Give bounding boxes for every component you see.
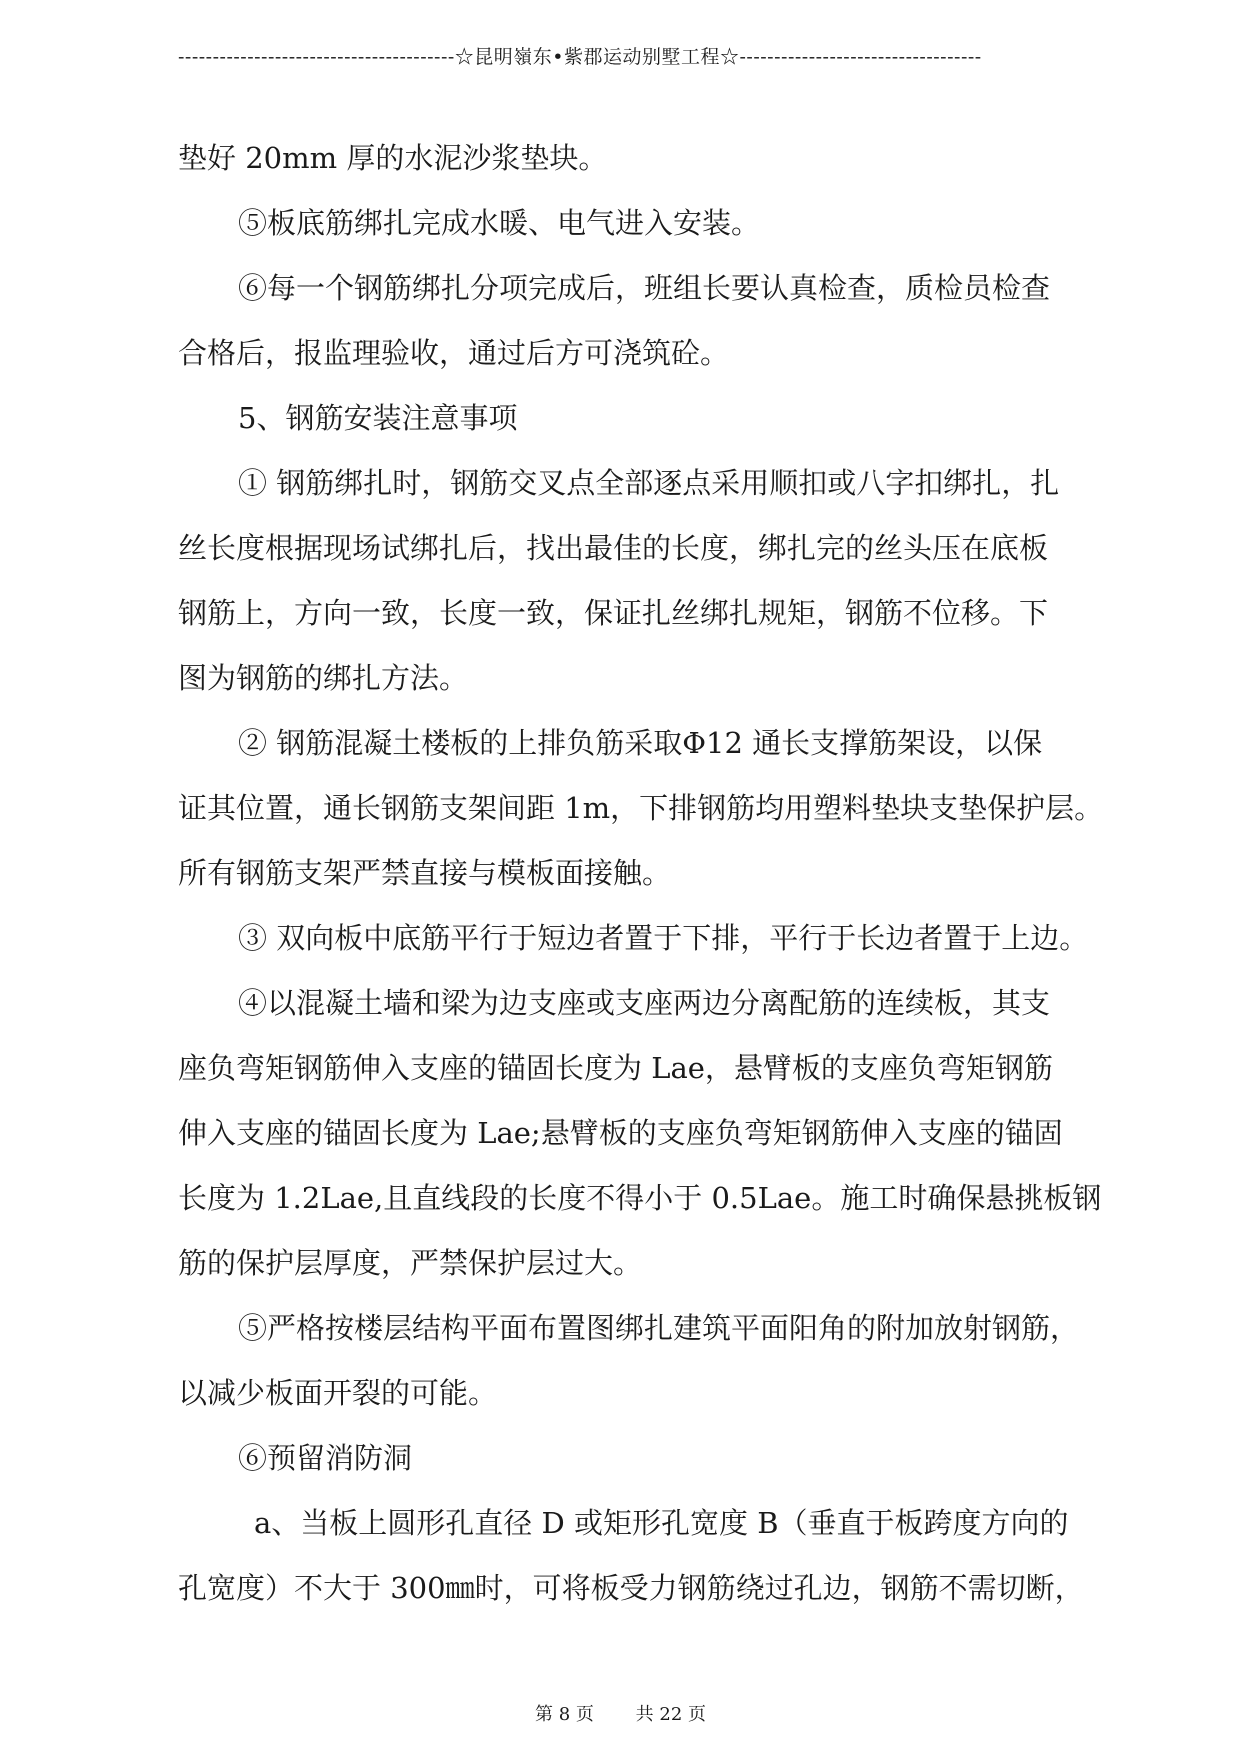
page-total: 共 22 页 bbox=[635, 1704, 706, 1725]
text-line: ② 钢筋混凝土楼板的上排负筋采取Φ12 通长支撑筋架设，以保 bbox=[238, 726, 1043, 760]
text-line: 图为钢筋的绑扎方法。 bbox=[178, 661, 469, 695]
text-line: 长度为 1.2Lae,且直线段的长度不得小于 0.5Lae。施工时确保悬挑板钢 bbox=[178, 1181, 1102, 1215]
text-line: 座负弯矩钢筋伸入支座的锚固长度为 Lae，悬臂板的支座负弯矩钢筋 bbox=[178, 1051, 1053, 1085]
page-header: ----------------------------------------☆昆明嶺东•紫郡运动别墅工程☆----------------------------------- bbox=[178, 46, 982, 68]
text-line: 以减少板面开裂的可能。 bbox=[178, 1376, 498, 1410]
page-number: 第 8 页 bbox=[535, 1704, 594, 1725]
text-line: a、当板上圆形孔直径 D 或矩形孔宽度 B（垂直于板跨度方向的 bbox=[254, 1506, 1069, 1540]
text-line: ④以混凝土墙和梁为边支座或支座两边分离配筋的连续板，其支 bbox=[238, 986, 1051, 1020]
text-line: 垫好 20mm 厚的水泥沙浆垫块。 bbox=[178, 141, 608, 175]
section-heading: 5、钢筋安装注意事项 bbox=[238, 401, 518, 435]
text-line: 孔宽度）不大于 300㎜时，可将板受力钢筋绕过孔边，钢筋不需切断， bbox=[178, 1571, 1084, 1605]
text-line: 伸入支座的锚固长度为 Lae;悬臂板的支座负弯矩钢筋伸入支座的锚固 bbox=[178, 1116, 1063, 1150]
text-line: 筋的保护层厚度，严禁保护层过大。 bbox=[178, 1246, 643, 1280]
text-line: ⑤板底筋绑扎完成水暖、电气进入安装。 bbox=[238, 206, 761, 240]
text-line: 所有钢筋支架严禁直接与模板面接触。 bbox=[178, 856, 672, 890]
document-body bbox=[178, 126, 1123, 1621]
text-line: ⑥每一个钢筋绑扎分项完成后，班组长要认真检查，质检员检查 bbox=[238, 271, 1051, 305]
text-line: 钢筋上，方向一致，长度一致，保证扎丝绑扎规矩，钢筋不位移。下 bbox=[178, 596, 1049, 630]
text-line: ⑤严格按楼层结构平面布置图绑扎建筑平面阳角的附加放射钢筋， bbox=[238, 1311, 1080, 1345]
text-line: ① 钢筋绑扎时，钢筋交叉点全部逐点采用顺扣或八字扣绑扎，扎 bbox=[238, 466, 1060, 500]
text-line: 丝长度根据现场试绑扎后，找出最佳的长度，绑扎完的丝头压在底板 bbox=[178, 531, 1049, 565]
page-footer bbox=[0, 1700, 1241, 1726]
text-line: 合格后，报监理验收，通过后方可浇筑砼。 bbox=[178, 336, 730, 370]
text-line: ③ 双向板中底筋平行于短边者置于下排，平行于长边者置于上边。 bbox=[238, 921, 1089, 955]
text-line: 证其位置，通长钢筋支架间距 1m，下排钢筋均用塑料垫块支垫保护层。 bbox=[178, 791, 1104, 825]
text-line: ⑥预留消防洞 bbox=[238, 1441, 413, 1475]
